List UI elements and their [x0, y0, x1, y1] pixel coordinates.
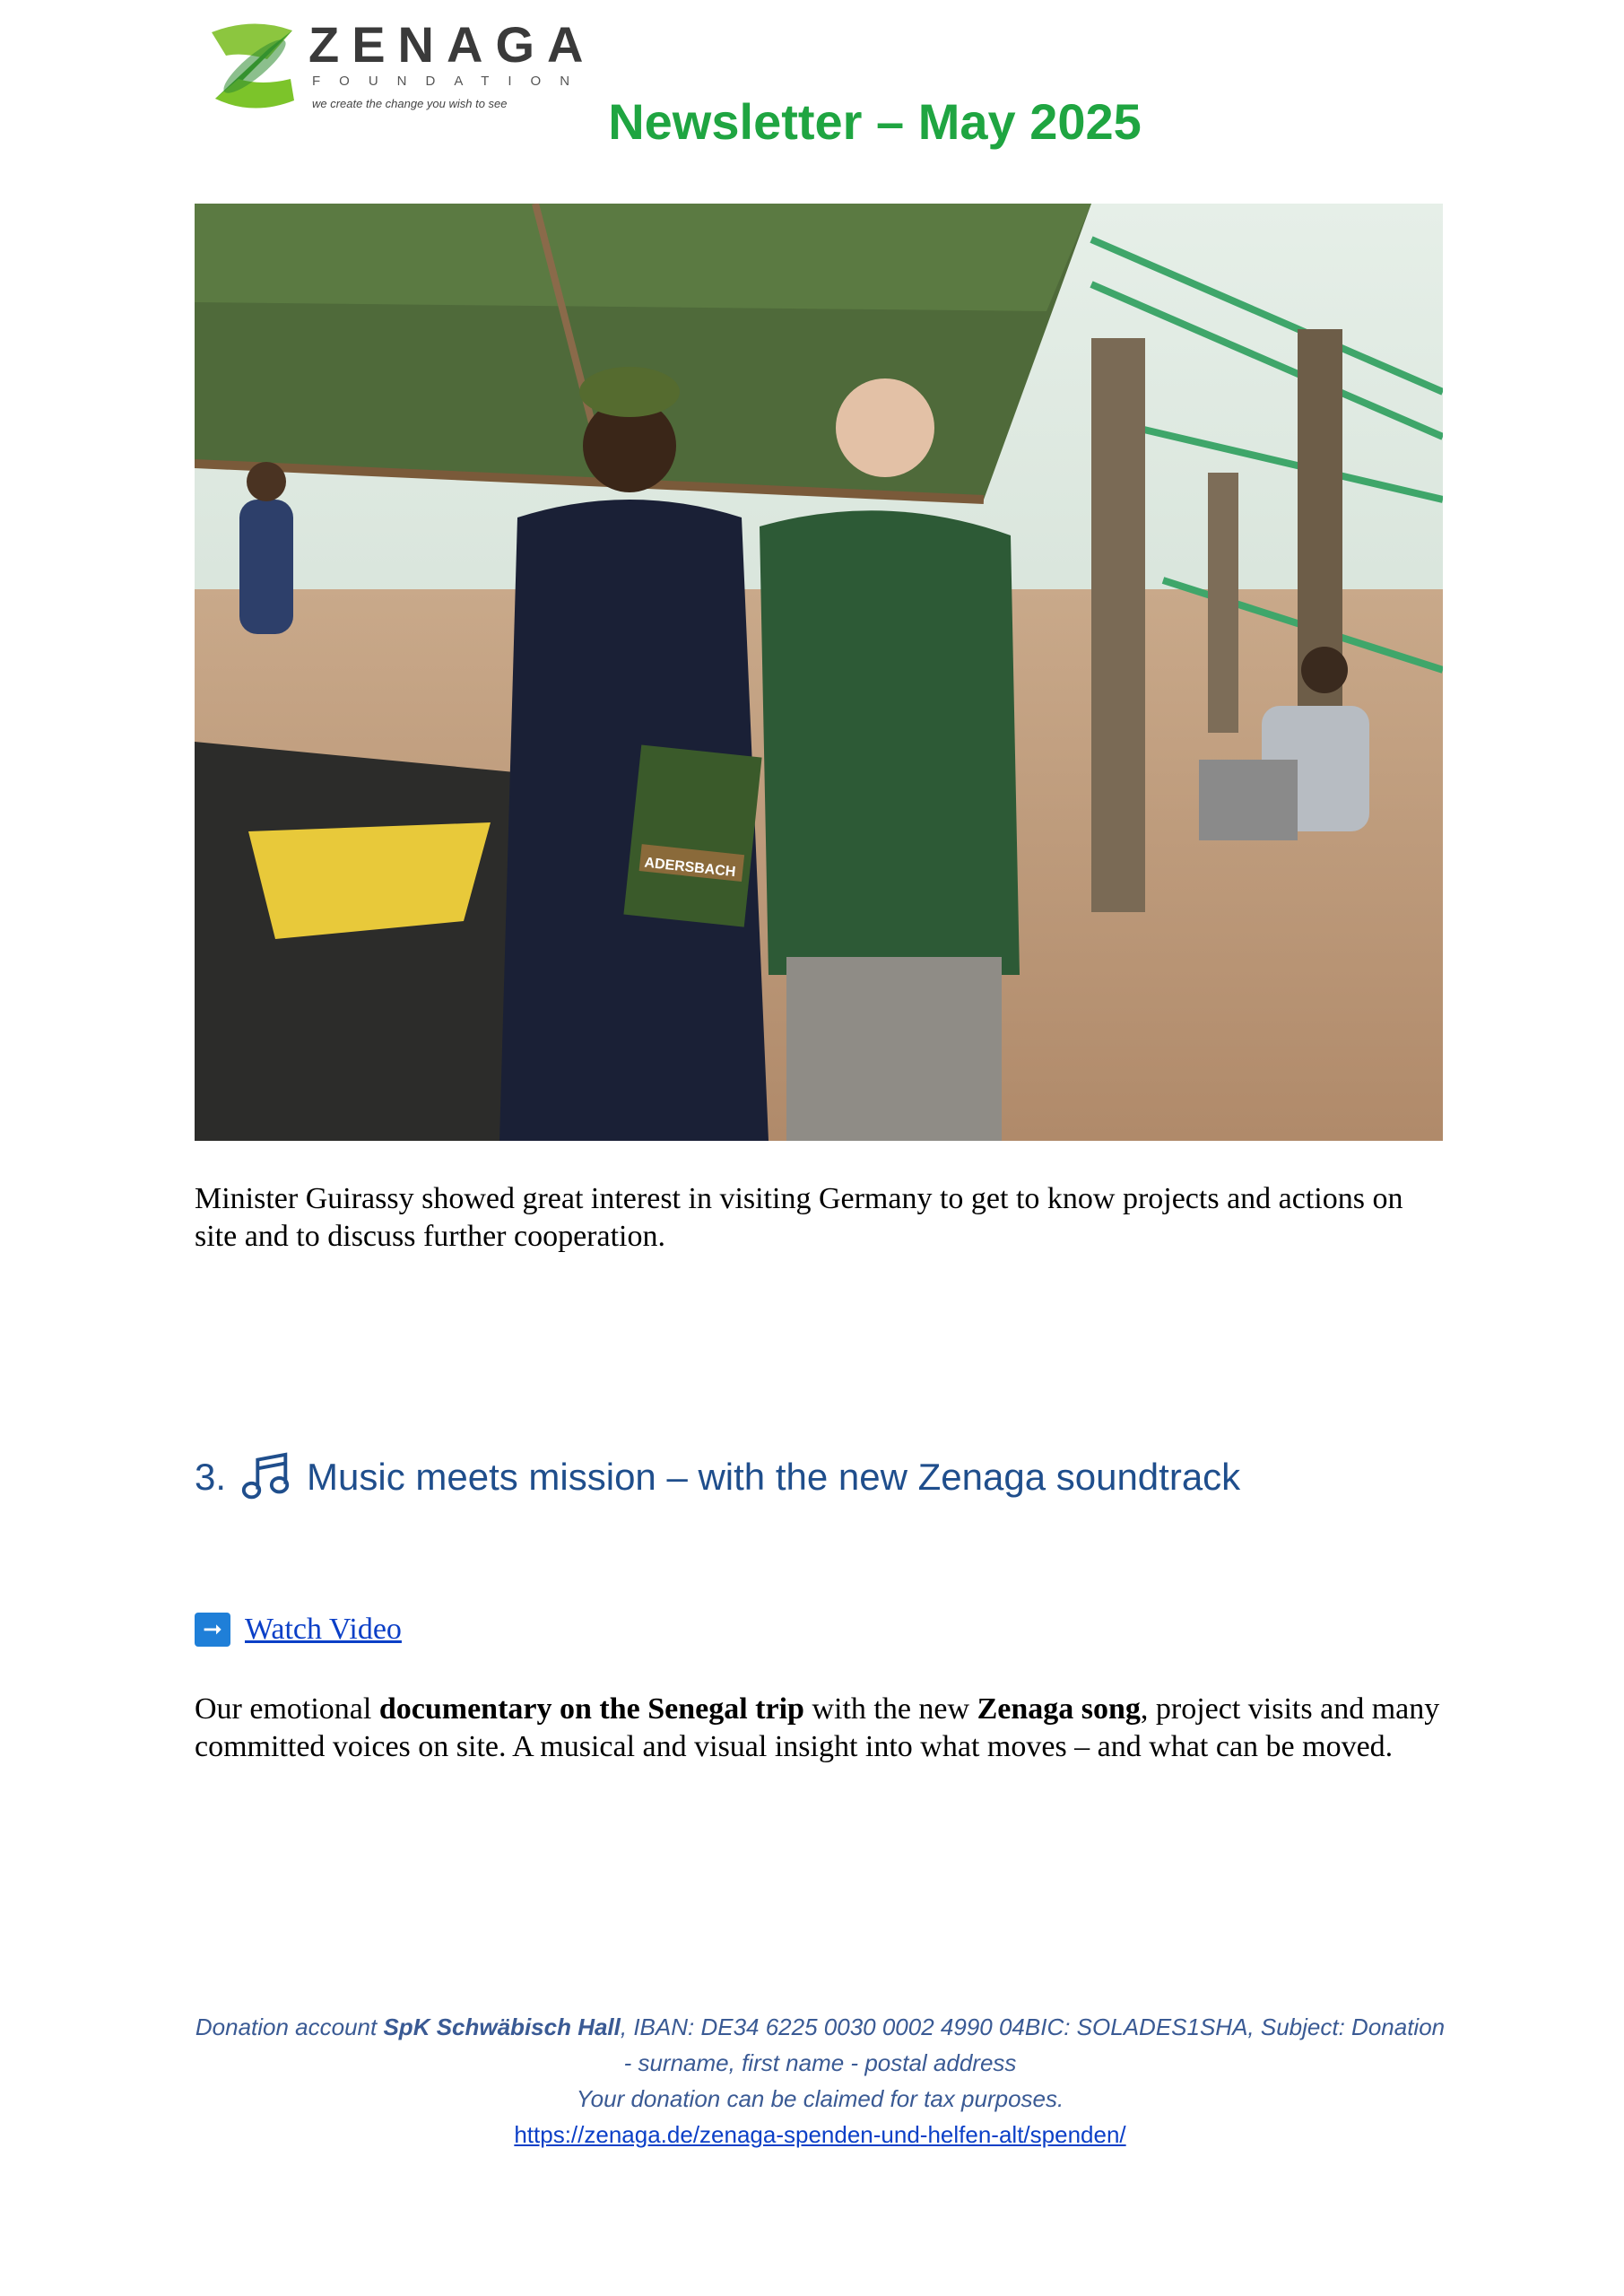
donation-url-link[interactable]: https://zenaga.de/zenaga-spenden-und-helfen-alt/spenden/ — [514, 2121, 1126, 2148]
section-3-heading — [195, 1446, 1450, 1509]
section-title: Music meets mission – with the new Zenaga soundtrack — [307, 1456, 1241, 1498]
logo-tagline: we create the change you wish to see — [312, 97, 508, 110]
music-notes-icon — [239, 1449, 294, 1505]
p2-text-3: , project visits and many committed voices on site. A musical and visual insight into what moves – and what can be moved. — [195, 1692, 1440, 1763]
logo-subtitle: FOUNDATION — [312, 74, 589, 89]
p2-text-2: with the new — [803, 1692, 977, 1726]
p2-bold-1: documentary on the Senegal trip — [378, 1692, 804, 1726]
donation-footer — [195, 2009, 1446, 2152]
p2-text-1: Our emotional — [195, 1692, 379, 1726]
minister-paragraph: Minister Guirassy showed great interest in visiting Germany to get to know projects and actions on site and to discuss further cooperation. — [195, 1182, 1403, 1253]
photo-illustration — [195, 204, 1443, 1141]
watch-video-row — [195, 1611, 402, 1648]
right-arrow-icon: ➞ — [195, 1613, 230, 1647]
minister-meeting-photo — [195, 204, 1443, 1141]
logo-name: ZENAGA — [308, 16, 596, 73]
section-number: 3. — [195, 1456, 227, 1498]
donation-details: , IBAN: DE34 6225 0030 0002 4990 04BIC: SOLADES1SHA, Subject: Donation - surname, first name - postal address — [620, 2013, 1446, 2076]
book-title: ADERSBACH — [643, 855, 737, 881]
bank-name: SpK Schwäbisch Hall — [383, 2013, 621, 2040]
watch-video-link[interactable]: Watch Video — [245, 1613, 402, 1646]
tax-note: Your donation can be claimed for tax purposes. — [576, 2085, 1064, 2112]
documentary-paragraph — [195, 1691, 1446, 1766]
donation-prefix: Donation account — [195, 2013, 384, 2040]
newsletter-title: Newsletter – May 2025 — [608, 93, 1142, 150]
donation-account — [195, 2009, 1446, 2081]
p2-bold-2: Zenaga song — [977, 1692, 1141, 1726]
